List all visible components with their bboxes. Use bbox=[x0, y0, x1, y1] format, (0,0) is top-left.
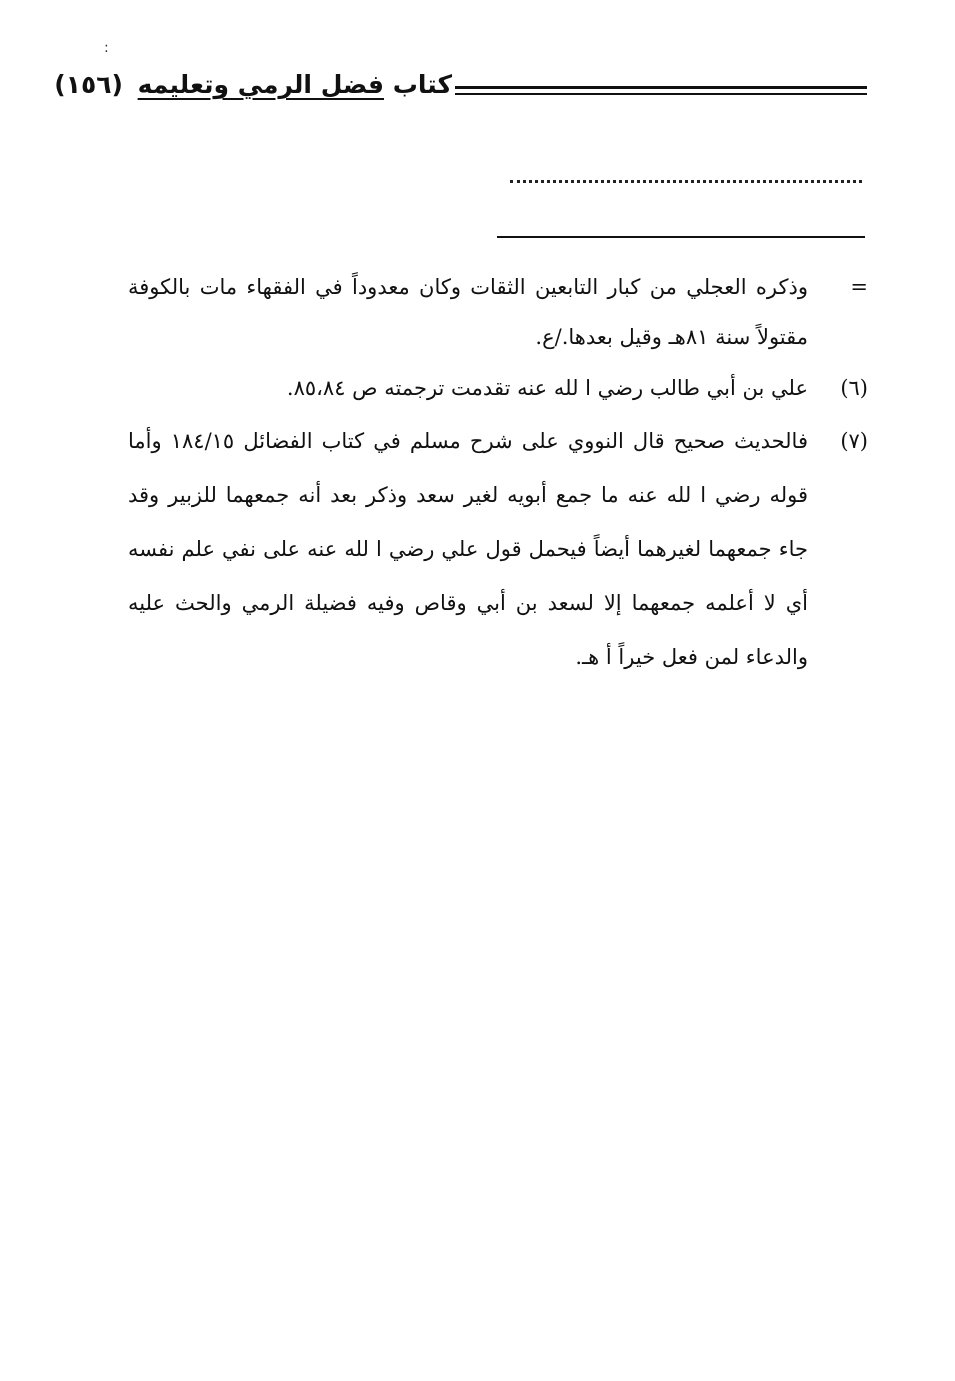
header-rule bbox=[455, 86, 867, 95]
footnote-marker: = bbox=[850, 275, 868, 299]
dotted-line bbox=[510, 180, 862, 183]
footnote-7 bbox=[128, 414, 868, 684]
footnote-marker: (٦) bbox=[840, 376, 868, 400]
corner-mark: : bbox=[104, 40, 109, 56]
footnote-marker: (٧) bbox=[840, 429, 868, 453]
page-number: (١٥٦) bbox=[54, 70, 123, 99]
page-header bbox=[54, 70, 867, 110]
running-title bbox=[54, 70, 452, 99]
footnotes bbox=[128, 262, 868, 684]
title-prefix: كتاب bbox=[392, 70, 452, 99]
footnote-continuation bbox=[128, 262, 868, 362]
book-name: فضل الرمي وتعليمه bbox=[137, 70, 385, 99]
footnote-text: وذكره العجلي من كبار التابعين الثقات وكان معدوداً في الفقهاء مات بالكوفة مقتولاً سنة ٨١هـ وقيل بعدها./ع. bbox=[128, 275, 808, 349]
footnote-text: علي بن أبي طالب رضي ا لله عنه تقدمت ترجمته ص ٨٥،٨٤. bbox=[286, 376, 808, 400]
footnote-6 bbox=[128, 362, 868, 414]
footnote-text: فالحديث صحيح قال النووي على شرح مسلم في كتاب الفضائل ١٨٤/١٥ وأما قوله رضي ا لله عنه ما جمع أبويه لغير سعد وذكر بعد أنه جمعهما للزبير وقد جاء جمعهما لغيرهما أيضاً فيحمل قول علي رضي ا لله عنه على نفي علم نفسه أي لا أعلمه جمعهما إلا لسعد بن أبي وقاص وفيه فضيلة الرمي والحث عليه والدعاء لمن فعل خيراً أ هـ. bbox=[128, 429, 808, 669]
footnote-separator bbox=[497, 236, 865, 238]
